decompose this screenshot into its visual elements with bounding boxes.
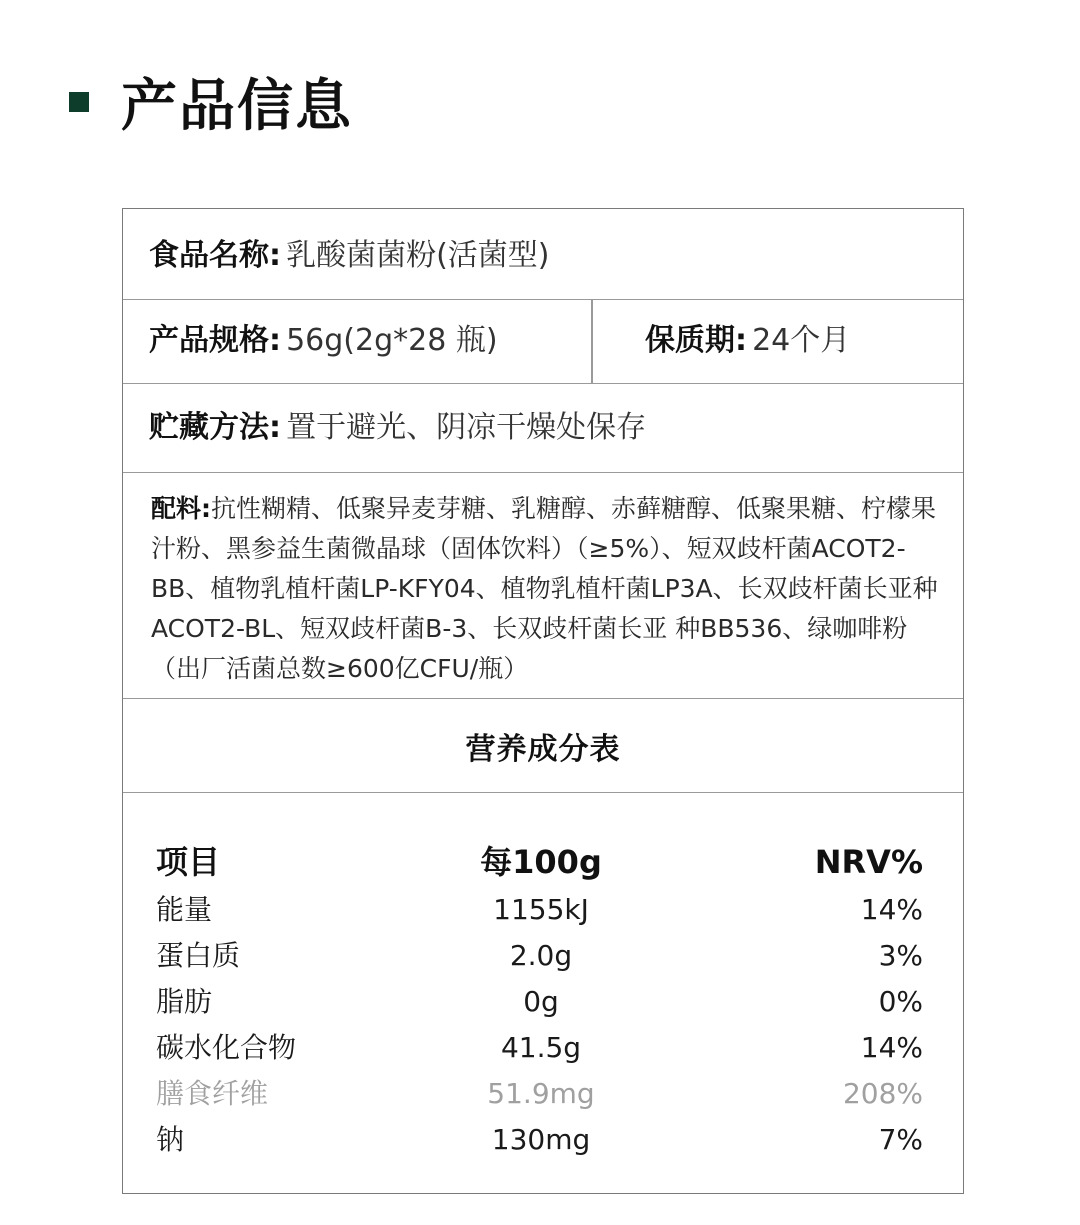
product-info-table	[122, 208, 964, 1194]
nutrient-name: 膳食纤维	[156, 1077, 269, 1110]
row-spec-shelf	[123, 300, 963, 384]
nutrient-name: 蛋白质	[156, 939, 241, 972]
nutrient-nrv: 14%	[860, 1031, 923, 1064]
row-nutrition-title	[123, 699, 963, 793]
spec-label: 产品规格:	[149, 323, 281, 358]
section-title: 产品信息	[121, 74, 353, 139]
nutrient-name: 能量	[156, 893, 213, 926]
header-nrv: NRV%	[814, 843, 923, 881]
storage-value: 置于避光、阴凉干燥处保存	[286, 410, 647, 445]
nutrition-row	[123, 1071, 963, 1117]
nutrient-name: 碳水化合物	[156, 1031, 297, 1064]
nutrient-value: 130mg	[491, 1123, 591, 1156]
nutrition-row	[123, 979, 963, 1025]
storage-label: 贮藏方法:	[149, 410, 281, 445]
food-name-value: 乳酸菌菌粉(活菌型)	[286, 238, 550, 273]
spec-value: 56g(2g*28 瓶)	[286, 323, 498, 358]
cell-divider	[591, 300, 593, 383]
nutrient-value: 1155kJ	[493, 893, 589, 926]
nutrient-value: 41.5g	[500, 1031, 582, 1064]
shelf-life-value: 24个月	[752, 323, 851, 358]
nutrition-row	[123, 1025, 963, 1071]
nutrition-table-title: 营养成分表	[465, 731, 621, 767]
nutrient-value: 2.0g	[509, 939, 573, 972]
nutrient-nrv: 208%	[842, 1077, 923, 1110]
nutrient-nrv: 3%	[878, 939, 923, 972]
nutrient-name: 脂肪	[156, 985, 213, 1018]
nutrient-value: 51.9mg	[487, 1077, 595, 1110]
ingredients-label: 配料:	[151, 494, 211, 523]
nutrient-value: 0g	[523, 985, 559, 1018]
row-food-name	[123, 209, 963, 300]
header-item: 项目	[156, 843, 221, 881]
food-name-label: 食品名称:	[149, 238, 281, 273]
row-storage	[123, 384, 963, 473]
nutrition-row	[123, 887, 963, 933]
header-per100g: 每100g	[480, 843, 602, 881]
shelf-life-label: 保质期:	[645, 323, 747, 358]
row-ingredients	[123, 473, 963, 699]
nutrient-nrv: 0%	[878, 985, 923, 1018]
nutrient-nrv: 14%	[860, 893, 923, 926]
nutrient-name: 钠	[156, 1123, 185, 1156]
nutrition-row	[123, 1117, 963, 1163]
nutrition-row	[123, 933, 963, 979]
header-square-marker	[69, 92, 89, 112]
nutrition-table	[123, 793, 963, 1193]
nutrition-header-row	[123, 839, 963, 885]
nutrient-nrv: 7%	[878, 1123, 923, 1156]
ingredients-value: 抗性糊精、低聚异麦芽糖、乳糖醇、赤藓糖醇、低聚果糖、柠檬果汁粉、黑参益生菌微晶球（固体饮料）（≥5%）、短双歧杆菌ACOT2-BB、植物乳植杆菌LP-KFY04、植物乳植杆菌LP3A、长双歧杆菌长亚种ACOT2-BL、短双歧杆菌B-3、长双歧杆菌长亚 种BB536、绿咖啡粉（出厂活菌总数≥600亿CFU/瓶）	[151, 494, 938, 683]
